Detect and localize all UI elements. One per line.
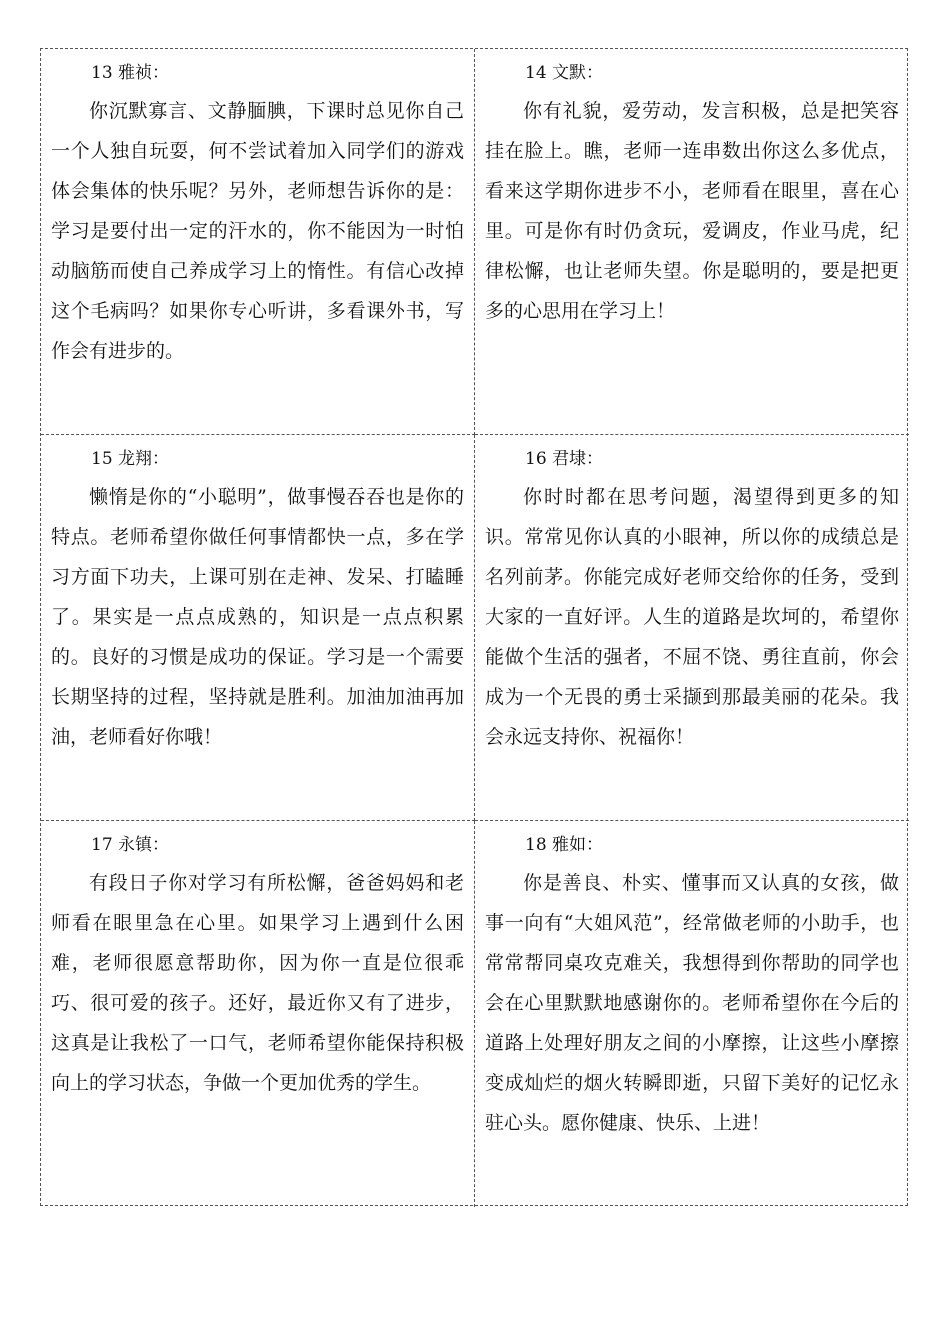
comment-text: 你时时都在思考问题，渴望得到更多的知识。常常见你认真的小眼神，所以你的成绩总是名列前茅。你能完成好老师交给你的任务，受到大家的一直好评。人生的道路是坎坷的，希望你能做个生活的强者，不屈不饶、勇往直前，你会成为一个无畏的勇士采撷到那最美丽的花朵。我会永远支持你、祝福你！ <box>485 486 899 748</box>
comment-text: 你是善良、朴实、懂事而又认真的女孩，做事一向有“大姐风范”，经常做老师的小助手，也常常帮同桌攻克难关，我想得到你帮助的同学也会在心里默默地感谢你的。老师希望你在今后的道路上处理好朋友之间的小摩擦，让这些小摩擦变成灿烂的烟火转瞬即逝，只留下美好的记忆永驻心头。愿你健康、快乐、上进！ <box>485 872 899 1134</box>
comment-cell-13 <box>41 49 475 435</box>
comment-text: 懒惰是你的“小聪明”，做事慢吞吞也是你的特点。老师希望你做任何事情都快一点，多在学习方面下功夫，上课可别在走神、发呆、打瞌睡了。果实是一点点成熟的，知识是一点点积累的。良好的习惯是成功的保证。学习是一个需要长期坚持的过程，坚持就是胜利。加油加油再加油，老师看好你哦！ <box>51 486 464 748</box>
student-name: 15 龙翔： <box>91 449 170 469</box>
student-name: 13 雅祯： <box>91 63 170 83</box>
comment-table <box>40 48 908 1206</box>
student-name: 16 君埭： <box>525 449 604 469</box>
comment-cell-14 <box>475 49 909 435</box>
comment-text: 有段日子你对学习有所松懈，爸爸妈妈和老师看在眼里急在心里。如果学习上遇到什么困难，老师很愿意帮助你，因为你一直是位很乖巧、很可爱的孩子。还好，最近你又有了进步，这真是让我松了一口气，老师希望你能保持积极向上的学习状态，争做一个更加优秀的学生。 <box>51 872 464 1094</box>
comment-cell-17 <box>41 821 475 1207</box>
student-name: 14 文默： <box>525 63 604 83</box>
student-name: 17 永镇： <box>91 835 170 855</box>
comment-cell-16 <box>475 435 909 821</box>
comment-text: 你沉默寡言、文静腼腆，下课时总见你自己一个人独自玩耍，何不尝试着加入同学们的游戏体会集体的快乐呢？另外，老师想告诉你的是：学习是要付出一定的汗水的，你不能因为一时怕动脑筋而使自己养成学习上的惰性。有信心改掉这个毛病吗？如果你专心听讲，多看课外书，写作会有进步的。 <box>51 100 464 362</box>
comment-cell-18 <box>475 821 909 1207</box>
comment-cell-15 <box>41 435 475 821</box>
student-name: 18 雅如： <box>525 835 604 855</box>
comment-text: 你有礼貌，爱劳动，发言积极，总是把笑容挂在脸上。瞧，老师一连串数出你这么多优点，看来这学期你进步不小，老师看在眼里，喜在心里。可是你有时仍贪玩，爱调皮，作业马虎，纪律松懈，也让老师失望。你是聪明的，要是把更多的心思用在学习上！ <box>485 100 899 322</box>
